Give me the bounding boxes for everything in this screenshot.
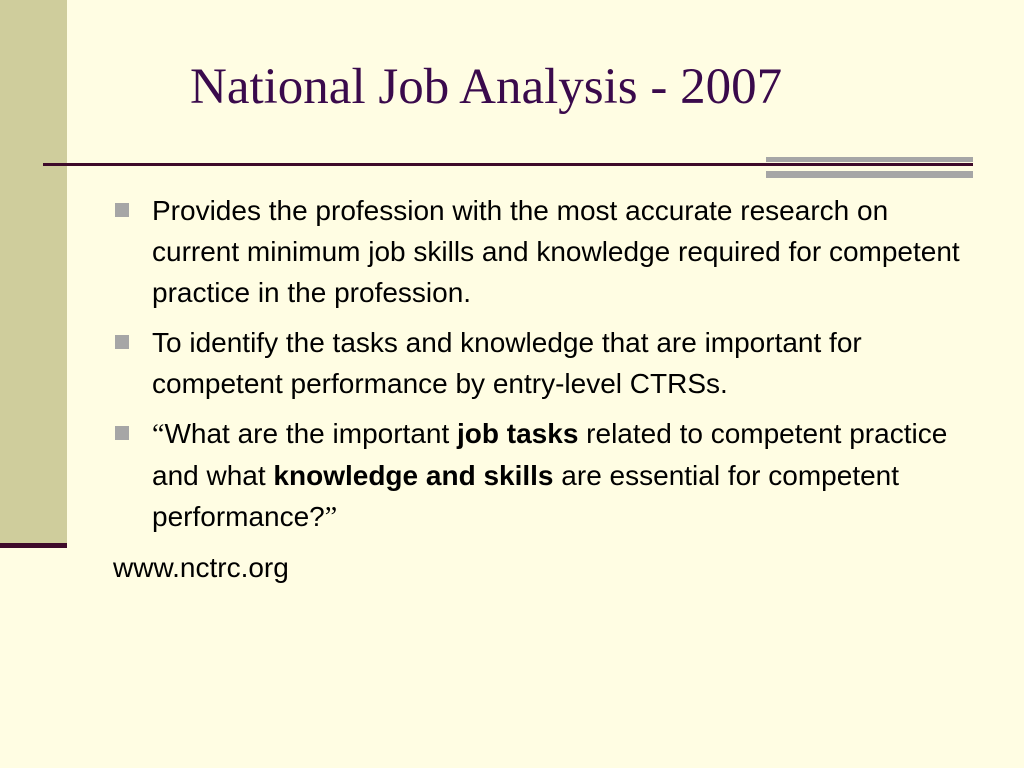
- bullet-item: [113, 413, 973, 538]
- open-quote: “: [152, 419, 165, 450]
- bullet-text-part: What are the important: [164, 418, 458, 449]
- side-band: [0, 0, 67, 545]
- bullet-text-part: are essential for competent performance?: [152, 460, 900, 532]
- slide-body: [113, 190, 973, 588]
- square-bullet-icon: [115, 426, 129, 440]
- bullet-text: To identify the tasks and knowledge that are important for competent performance by entry-level CTRSs.: [152, 327, 862, 399]
- footer-url: www.nctrc.org: [113, 552, 289, 583]
- bullet-item: [113, 322, 973, 404]
- bullet-text: Provides the profession with the most accurate research on current minimum job skills and knowledge required for competent practice in the profession.: [152, 195, 960, 308]
- bullet-emphasis: knowledge and skills: [273, 460, 554, 491]
- accent-bar-top: [766, 157, 973, 162]
- side-band-rule: [0, 543, 67, 548]
- accent-bar-bottom: [766, 171, 973, 178]
- square-bullet-icon: [115, 203, 129, 217]
- bullet-item: [113, 190, 973, 313]
- bullet-emphasis: job tasks: [457, 418, 579, 449]
- close-quote: ”: [324, 502, 338, 533]
- title-divider: [43, 163, 973, 166]
- bullet-text-part: related to competent practice and what: [152, 418, 948, 491]
- square-bullet-icon: [115, 335, 129, 349]
- slide-title: National Job Analysis - 2007: [190, 59, 783, 115]
